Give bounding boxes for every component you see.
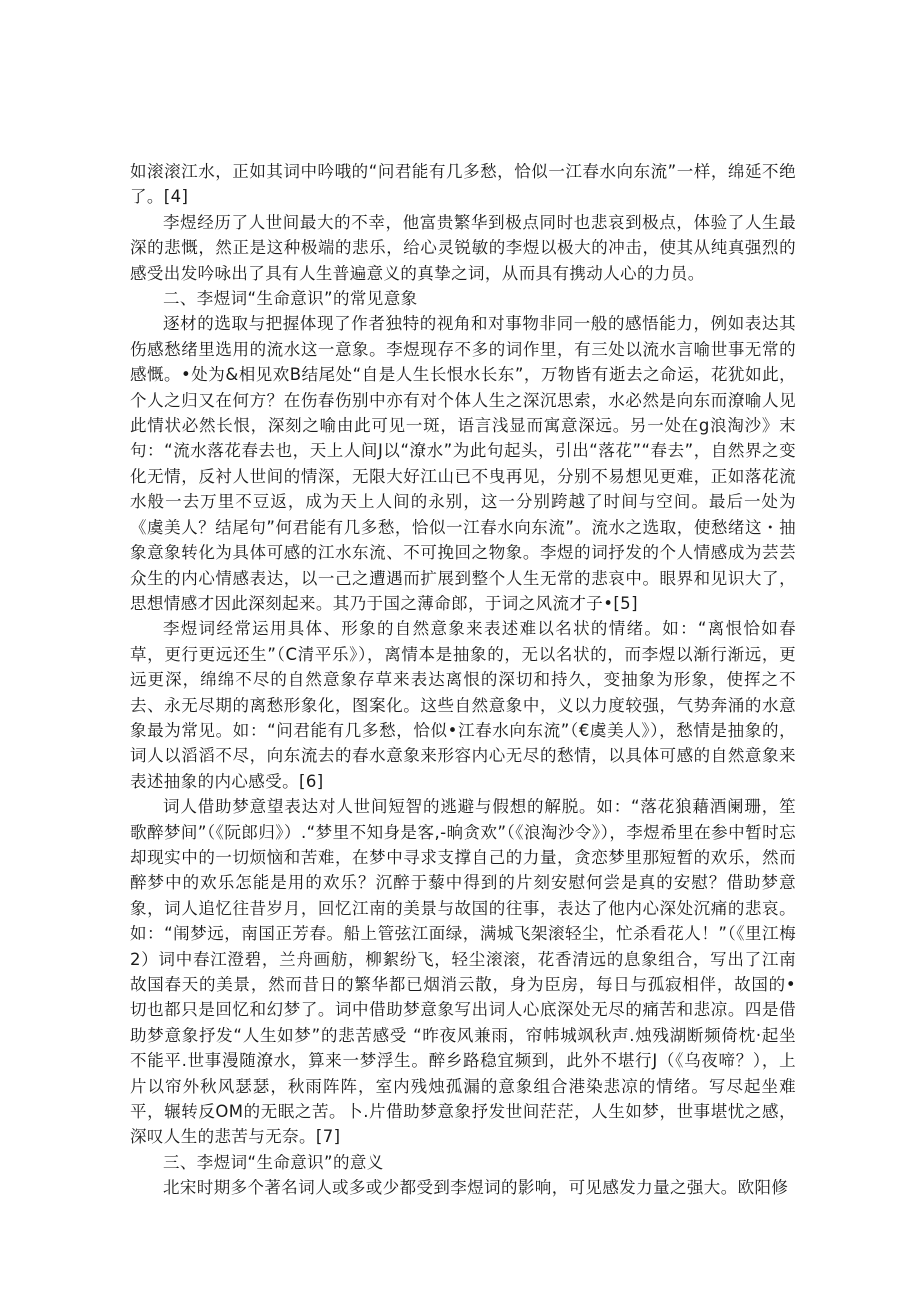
paragraph-body: 词人借助梦意望表达对人世间短智的逃避与假想的解脱。如：“落花狼藉酒阑珊，笙歌醉梦间”（《阮郎归》）.“梦里不知身是客,-晌贪欢”（《浪淘沙令》），李煜希里在参中暂时忘却现实中的一切烦恼和苦难，在梦中寻求支撑自己的力量，贪恋梦里那短暂的欢乐，然而醉梦中的欢乐怎能是用的欢乐？沉醉于藜中得到的片刻安慰何尝是真的安慰？借助梦意象，词人追忆往昔岁月，回忆江南的美景与故国的往事，表达了他内心深处沉痛的悲哀。如：“闱梦远，南国正芳春。船上管弦江面绿，满城飞架滚轻尘，忙杀看花人！”（《里江梅2）词中春江澄碧，兰舟画舫，柳絮纷飞，轻尘滚滚，花香清远的息象组合，写出了江南故国春天的美景，然而昔日的繁华都已烟消云散，身为臣房，每日与孤寂相伴，故国的•切也都只是回忆和幻梦了。词中借助梦意象写出词人心底深处无尽的痛苦和悲凉。四是借助梦意象抒发“人生如梦”的悲苦感受 “昨夜风兼雨，帘帏城飒秋声.烛残湖断频倚枕·起坐不能平.世事漫随潦水，算来一梦浮生。醉乡路稳宜频到，此外不堪行J（《乌夜啼？），上片以帘外秋风瑟瑟，秋雨阵阵，室内残烛孤漏的意象组合港染悲凉的情绪。写尽起坐难平，辗转反OM的无眠之苦。卜.片借助梦意象抒发世间茫茫，人生如梦，世事堪忧之感，深叹人生的悲苦与无奈。[7] <box>130 797 796 1147</box>
paragraph-body: 北宋时期多个著名词人或多或少都受到李煜词的影响，可见感发力量之强大。欧阳修 <box>163 1178 789 1198</box>
section-heading: 三、李煜词“生命意识”的意义 <box>163 1152 384 1172</box>
paragraph-body: 逐材的选取与把握体现了作者独特的视角和对事物非同一般的感悟能力，例如表达其伤感愁绪里选用的流水这一意象。李煜现存不多的词作里，有三处以流水言喻世事无常的感慨。•处为&相见欢B结尾处“自是人生长恨水长东”，万物皆有逝去之命运，花犹如此，个人之归又在何方？在伤春伤别中亦有对个体人生之深沉思索，水必然是向东而潦喻人见此情状必然长恨，深刻之喻由此可见一斑，语言浅显而寓意深远。另一处在g浪淘沙》末句：“流水落花春去也，天上人间J以“潦水”为此句起头，引出“落花”“春去”，自然界之变化无情，反衬人世间的情深，无限大好江山已不曳再见，分别不易想见更难，正如落花流水般一去万里不豆返，成为天上人间的永别，这一分别跨越了时间与空间。最后一处为《虞美人？结尾句”何君能有几多愁，恰似一江春水向东流”。流水之选取，使愁绪这・抽象意象转化为具体可感的江水东流、不可挽回之物象。李煜的词抒发的个人情感成为芸芸众生的内心情感表达，以一己之遭遇而扩展到整个人生无常的悲哀中。眼界和见识大了，思想情感才因此深刻起来。其乃于国之薄命郎，于词之风流才子•[5] <box>130 314 796 613</box>
paragraph-body: 李煜经历了人世间最大的不幸，他富贵繁华到极点同时也悲哀到极点，体验了人生最深的悲慨，然正是这种极端的悲乐，给心灵锐敏的李煜以极大的冲击，使其从纯真强烈的感受出发吟咏出了具有人生普遍意义的真挚之词，从而具有携动人心的力员。 <box>130 212 796 283</box>
paragraph-continuation: 如滚滚江水，正如其词中吟哦的“问君能有几多愁，恰似一江春水向东流”一样，绵延不绝了。[4] <box>130 162 796 207</box>
paragraph-body: 李煜词经常运用具体、形象的自然意象来表述难以名状的情绪。如：“离恨恰如春草，更行更远还生”（C清平乐》），离情本是抽象的，无以名状的，而李煜以渐行渐远，更远更深，绵绵不尽的自然意象存草来表达离恨的深切和持久，变抽象为形象，使挥之不去、永无尽期的离愁形象化，图案化。这些自然意象中，义以力度较强，气势奔涌的水意象最为常见。如：“问君能有几多愁，恰似•江春水向东流”（€虞美人》），愁情是抽象的，词人以滔滔不尽，向东流去的春水意象来形容内心无尽的愁情，以具体可感的自然意象来表述抽象的内心感受。[6] <box>130 619 796 791</box>
document-page <box>130 159 796 1201</box>
section-heading: 二、李煜词“生命意识”的常见意象 <box>163 289 418 309</box>
